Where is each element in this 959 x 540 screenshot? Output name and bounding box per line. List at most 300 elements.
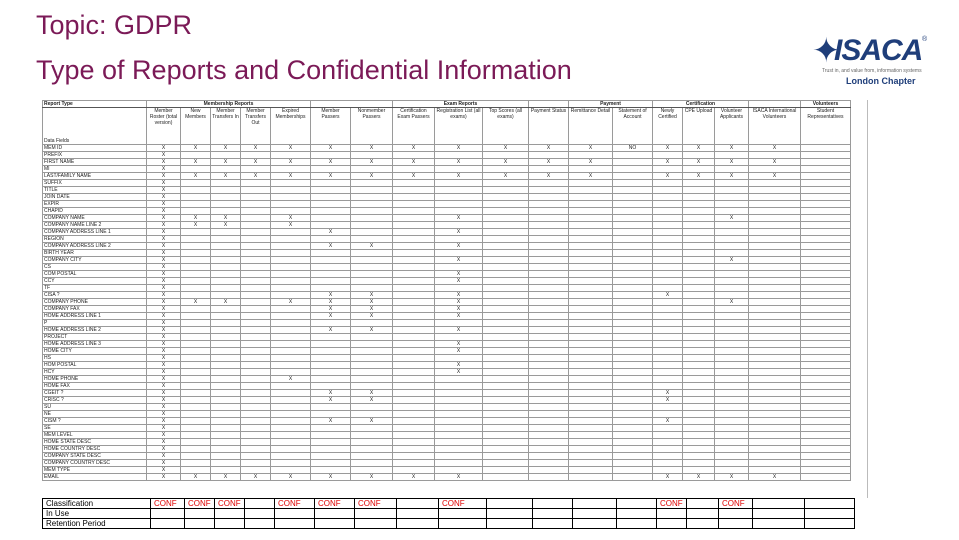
report-field-cell bbox=[271, 439, 311, 446]
report-field-cell bbox=[801, 145, 851, 152]
data-field-name: HOME ADDRESS LINE 3 bbox=[43, 341, 147, 348]
table-row bbox=[43, 376, 851, 383]
report-field-mark: X bbox=[435, 271, 483, 278]
report-field-cell bbox=[311, 355, 351, 362]
report-column-header: Member Roster (total version) bbox=[147, 108, 181, 145]
report-field-cell bbox=[569, 166, 613, 173]
report-field-cell bbox=[483, 320, 529, 327]
report-field-cell bbox=[393, 313, 435, 320]
footer-cell bbox=[719, 509, 753, 519]
report-field-cell bbox=[241, 215, 271, 222]
report-field-cell bbox=[483, 460, 529, 467]
report-field-mark: X bbox=[653, 390, 683, 397]
report-field-cell bbox=[181, 376, 211, 383]
report-field-mark: X bbox=[683, 145, 715, 152]
report-field-mark: X bbox=[147, 320, 181, 327]
data-field-name: CGEIT ? bbox=[43, 390, 147, 397]
report-field-cell bbox=[715, 229, 749, 236]
report-field-cell bbox=[181, 418, 211, 425]
report-field-cell bbox=[801, 208, 851, 215]
table-row bbox=[43, 474, 851, 481]
report-field-cell bbox=[801, 432, 851, 439]
data-field-name: HOME COUNTRY DESC bbox=[43, 446, 147, 453]
report-field-cell bbox=[613, 313, 653, 320]
report-field-cell bbox=[529, 362, 569, 369]
report-field-cell bbox=[311, 201, 351, 208]
report-field-cell bbox=[569, 271, 613, 278]
report-field-cell bbox=[393, 355, 435, 362]
report-field-mark: X bbox=[529, 145, 569, 152]
report-field-cell bbox=[351, 208, 393, 215]
report-field-cell bbox=[653, 383, 683, 390]
report-field-cell bbox=[653, 201, 683, 208]
report-field-cell bbox=[271, 313, 311, 320]
report-field-cell bbox=[211, 355, 241, 362]
report-field-cell bbox=[653, 285, 683, 292]
report-field-cell bbox=[749, 250, 801, 257]
footer-cell bbox=[275, 519, 315, 529]
report-field-cell bbox=[613, 306, 653, 313]
data-field-name: COMPANY COUNTRY DESC bbox=[43, 460, 147, 467]
data-field-name: FIRST NAME bbox=[43, 159, 147, 166]
footer-cell bbox=[315, 519, 355, 529]
data-field-name: COM POSTAL bbox=[43, 271, 147, 278]
report-field-cell bbox=[613, 467, 653, 474]
report-field-cell bbox=[653, 187, 683, 194]
report-field-cell bbox=[181, 362, 211, 369]
report-field-mark: X bbox=[211, 299, 241, 306]
report-field-cell bbox=[749, 397, 801, 404]
report-field-cell bbox=[393, 243, 435, 250]
report-field-cell bbox=[181, 327, 211, 334]
report-field-cell bbox=[311, 460, 351, 467]
report-field-mark: X bbox=[181, 299, 211, 306]
report-field-mark: X bbox=[435, 348, 483, 355]
report-field-cell bbox=[683, 292, 715, 299]
report-field-cell bbox=[311, 250, 351, 257]
report-field-mark: X bbox=[147, 313, 181, 320]
report-field-cell bbox=[715, 369, 749, 376]
report-field-cell bbox=[529, 313, 569, 320]
report-field-mark: X bbox=[271, 222, 311, 229]
report-field-cell bbox=[683, 334, 715, 341]
report-field-cell bbox=[271, 362, 311, 369]
data-field-name: SE bbox=[43, 425, 147, 432]
report-field-cell bbox=[483, 306, 529, 313]
report-field-cell bbox=[569, 208, 613, 215]
report-field-cell bbox=[211, 341, 241, 348]
report-field-cell bbox=[483, 222, 529, 229]
report-column-header: Top Scores (all exams) bbox=[483, 108, 529, 145]
report-field-cell bbox=[181, 187, 211, 194]
report-field-cell bbox=[613, 257, 653, 264]
report-field-cell bbox=[569, 313, 613, 320]
report-field-cell bbox=[211, 201, 241, 208]
report-field-cell bbox=[683, 348, 715, 355]
confidential-marker: CONF bbox=[275, 499, 315, 509]
report-field-cell bbox=[211, 348, 241, 355]
footer-cell bbox=[355, 509, 397, 519]
report-field-mark: X bbox=[435, 173, 483, 180]
data-field-name: PROJECT bbox=[43, 334, 147, 341]
report-field-mark: X bbox=[435, 299, 483, 306]
data-field-name: BIRTH YEAR bbox=[43, 250, 147, 257]
report-field-mark: X bbox=[435, 215, 483, 222]
report-field-cell bbox=[715, 390, 749, 397]
report-field-cell bbox=[351, 404, 393, 411]
data-field-name: NE bbox=[43, 411, 147, 418]
report-field-cell bbox=[351, 362, 393, 369]
report-field-cell bbox=[653, 334, 683, 341]
report-field-cell bbox=[181, 411, 211, 418]
footer-cell bbox=[275, 509, 315, 519]
report-field-cell bbox=[801, 194, 851, 201]
report-field-cell bbox=[613, 229, 653, 236]
report-field-cell bbox=[483, 327, 529, 334]
report-group-header: Membership Reports bbox=[147, 101, 311, 108]
report-field-mark: X bbox=[147, 243, 181, 250]
report-field-cell bbox=[271, 341, 311, 348]
report-field-cell bbox=[181, 201, 211, 208]
report-field-cell bbox=[211, 439, 241, 446]
report-field-cell bbox=[801, 180, 851, 187]
slide-title-subtitle: Type of Reports and Confidential Information bbox=[36, 55, 572, 85]
report-field-cell bbox=[715, 327, 749, 334]
report-field-cell bbox=[211, 460, 241, 467]
report-field-cell bbox=[715, 362, 749, 369]
report-column-header: Nonmember Passers bbox=[351, 108, 393, 145]
report-field-mark: X bbox=[435, 306, 483, 313]
table-row bbox=[43, 166, 851, 173]
footer-cell bbox=[151, 509, 185, 519]
report-field-cell bbox=[351, 341, 393, 348]
report-field-cell bbox=[653, 243, 683, 250]
report-field-cell bbox=[271, 208, 311, 215]
report-field-cell bbox=[653, 306, 683, 313]
report-field-mark: X bbox=[241, 159, 271, 166]
report-field-cell bbox=[715, 460, 749, 467]
report-field-cell bbox=[683, 264, 715, 271]
report-field-cell bbox=[613, 320, 653, 327]
report-field-cell bbox=[715, 404, 749, 411]
report-field-mark: X bbox=[653, 418, 683, 425]
report-field-cell bbox=[653, 327, 683, 334]
table-row bbox=[43, 306, 851, 313]
report-field-mark: X bbox=[311, 474, 351, 481]
table-row bbox=[43, 467, 851, 474]
report-field-cell bbox=[529, 292, 569, 299]
report-field-cell bbox=[435, 166, 483, 173]
report-field-cell bbox=[801, 299, 851, 306]
report-field-cell bbox=[683, 467, 715, 474]
report-field-cell bbox=[801, 152, 851, 159]
report-field-cell bbox=[393, 362, 435, 369]
report-field-cell bbox=[683, 320, 715, 327]
footer-cell bbox=[573, 519, 617, 529]
report-field-cell bbox=[311, 166, 351, 173]
report-field-cell bbox=[271, 166, 311, 173]
report-field-cell bbox=[211, 278, 241, 285]
report-field-cell bbox=[653, 355, 683, 362]
confidential-marker: CONF bbox=[215, 499, 245, 509]
report-field-mark: X bbox=[683, 173, 715, 180]
footer-row bbox=[43, 499, 855, 509]
report-field-cell bbox=[483, 208, 529, 215]
report-field-mark: X bbox=[241, 173, 271, 180]
report-field-cell bbox=[211, 306, 241, 313]
report-field-cell bbox=[211, 327, 241, 334]
report-field-mark: X bbox=[147, 453, 181, 460]
report-field-cell bbox=[483, 264, 529, 271]
report-field-cell bbox=[271, 236, 311, 243]
report-field-cell bbox=[241, 390, 271, 397]
report-field-cell bbox=[271, 243, 311, 250]
report-field-cell bbox=[211, 418, 241, 425]
data-field-name: MI bbox=[43, 166, 147, 173]
data-field-name: TITLE bbox=[43, 187, 147, 194]
data-field-name: CRISC ? bbox=[43, 397, 147, 404]
report-field-cell bbox=[393, 264, 435, 271]
report-field-cell bbox=[393, 222, 435, 229]
table-row bbox=[43, 390, 851, 397]
report-field-cell bbox=[569, 411, 613, 418]
classification-footer-table bbox=[42, 498, 855, 529]
report-field-cell bbox=[529, 383, 569, 390]
report-field-cell bbox=[653, 425, 683, 432]
report-field-cell bbox=[749, 467, 801, 474]
report-field-cell bbox=[393, 278, 435, 285]
report-field-cell bbox=[393, 446, 435, 453]
report-field-cell bbox=[749, 439, 801, 446]
report-field-mark: X bbox=[351, 159, 393, 166]
report-field-mark: X bbox=[147, 187, 181, 194]
report-field-mark: X bbox=[311, 159, 351, 166]
report-field-cell bbox=[271, 404, 311, 411]
report-field-cell bbox=[569, 341, 613, 348]
report-field-cell bbox=[613, 215, 653, 222]
report-field-cell bbox=[435, 187, 483, 194]
report-field-cell bbox=[801, 460, 851, 467]
report-field-cell bbox=[715, 152, 749, 159]
report-field-cell bbox=[181, 446, 211, 453]
report-field-cell bbox=[569, 327, 613, 334]
report-field-cell bbox=[801, 222, 851, 229]
report-field-cell bbox=[801, 306, 851, 313]
footer-cell bbox=[151, 519, 185, 529]
report-field-cell bbox=[351, 187, 393, 194]
report-field-cell bbox=[483, 362, 529, 369]
table-row bbox=[43, 243, 851, 250]
report-field-cell bbox=[653, 264, 683, 271]
footer-row-label: Retention Period bbox=[43, 519, 151, 529]
report-field-cell bbox=[569, 474, 613, 481]
footer-cell bbox=[617, 509, 657, 519]
report-field-cell bbox=[311, 376, 351, 383]
report-field-cell bbox=[241, 292, 271, 299]
report-field-cell bbox=[715, 208, 749, 215]
sheet-edge-divider bbox=[867, 100, 868, 498]
report-field-cell bbox=[241, 278, 271, 285]
report-field-cell bbox=[181, 250, 211, 257]
report-field-cell bbox=[613, 341, 653, 348]
report-field-cell bbox=[311, 369, 351, 376]
footer-cell bbox=[753, 519, 805, 529]
report-field-cell bbox=[749, 299, 801, 306]
report-field-cell bbox=[613, 173, 653, 180]
report-field-cell bbox=[435, 446, 483, 453]
report-field-cell bbox=[393, 285, 435, 292]
report-field-cell bbox=[801, 355, 851, 362]
report-field-cell bbox=[483, 278, 529, 285]
report-field-cell bbox=[271, 467, 311, 474]
report-field-cell bbox=[653, 257, 683, 264]
report-field-cell bbox=[211, 285, 241, 292]
report-field-cell bbox=[613, 474, 653, 481]
report-field-cell bbox=[569, 201, 613, 208]
report-field-cell bbox=[569, 404, 613, 411]
report-field-cell bbox=[393, 201, 435, 208]
report-field-cell bbox=[271, 327, 311, 334]
report-field-cell bbox=[483, 194, 529, 201]
report-field-cell bbox=[613, 187, 653, 194]
footer-cell bbox=[617, 519, 657, 529]
report-field-mark: X bbox=[147, 334, 181, 341]
report-field-cell bbox=[569, 257, 613, 264]
report-field-cell bbox=[683, 194, 715, 201]
footer-row bbox=[43, 519, 855, 529]
report-field-cell bbox=[271, 180, 311, 187]
report-field-cell bbox=[271, 320, 311, 327]
logo-chapter-name: London Chapter bbox=[846, 76, 916, 86]
report-field-cell bbox=[435, 439, 483, 446]
report-field-mark: X bbox=[211, 145, 241, 152]
report-column-header: Student Representatives bbox=[801, 108, 851, 145]
report-field-cell bbox=[435, 222, 483, 229]
report-field-cell bbox=[241, 285, 271, 292]
footer-cell bbox=[753, 509, 805, 519]
report-field-mark: X bbox=[147, 299, 181, 306]
report-field-mark: X bbox=[147, 467, 181, 474]
report-field-cell bbox=[181, 285, 211, 292]
report-field-cell bbox=[529, 187, 569, 194]
table-row bbox=[43, 460, 851, 467]
report-field-cell bbox=[181, 460, 211, 467]
table-row bbox=[43, 264, 851, 271]
report-field-cell bbox=[241, 208, 271, 215]
report-field-cell bbox=[801, 404, 851, 411]
report-field-cell bbox=[749, 264, 801, 271]
footer-cell bbox=[215, 509, 245, 519]
report-field-cell bbox=[241, 446, 271, 453]
report-field-cell bbox=[653, 411, 683, 418]
report-field-cell bbox=[749, 271, 801, 278]
report-field-cell bbox=[311, 285, 351, 292]
report-field-cell bbox=[569, 334, 613, 341]
report-field-mark: X bbox=[147, 215, 181, 222]
report-field-cell bbox=[393, 292, 435, 299]
report-field-cell bbox=[181, 348, 211, 355]
report-field-mark: X bbox=[483, 159, 529, 166]
report-field-cell bbox=[181, 369, 211, 376]
report-field-mark: X bbox=[483, 145, 529, 152]
report-field-cell bbox=[529, 425, 569, 432]
report-field-cell bbox=[683, 404, 715, 411]
report-field-mark: X bbox=[435, 243, 483, 250]
report-field-cell bbox=[613, 411, 653, 418]
report-field-cell bbox=[529, 243, 569, 250]
report-field-cell bbox=[435, 264, 483, 271]
report-field-cell bbox=[529, 257, 569, 264]
report-field-cell bbox=[241, 257, 271, 264]
report-field-cell bbox=[211, 264, 241, 271]
report-field-mark: X bbox=[147, 369, 181, 376]
report-field-cell bbox=[211, 166, 241, 173]
report-field-cell bbox=[435, 180, 483, 187]
report-field-cell bbox=[613, 390, 653, 397]
footer-cell bbox=[439, 519, 487, 529]
report-field-cell bbox=[529, 201, 569, 208]
report-field-cell bbox=[181, 257, 211, 264]
report-field-cell bbox=[351, 355, 393, 362]
report-field-cell bbox=[241, 166, 271, 173]
report-field-cell bbox=[683, 152, 715, 159]
report-field-cell bbox=[715, 432, 749, 439]
report-field-cell bbox=[211, 257, 241, 264]
report-field-cell bbox=[241, 313, 271, 320]
report-field-cell bbox=[715, 180, 749, 187]
slide-title-topic: Topic: GDPR bbox=[36, 10, 193, 40]
report-field-mark: X bbox=[147, 439, 181, 446]
report-field-cell bbox=[483, 152, 529, 159]
report-field-cell bbox=[211, 292, 241, 299]
report-field-cell bbox=[311, 362, 351, 369]
report-field-cell bbox=[435, 285, 483, 292]
report-field-cell bbox=[351, 432, 393, 439]
footer-cell bbox=[487, 499, 533, 509]
data-field-name: HOME CITY bbox=[43, 348, 147, 355]
report-field-cell bbox=[211, 404, 241, 411]
report-field-cell bbox=[613, 404, 653, 411]
report-field-cell bbox=[569, 425, 613, 432]
report-field-mark: X bbox=[147, 208, 181, 215]
report-field-cell bbox=[653, 229, 683, 236]
report-field-cell bbox=[211, 390, 241, 397]
report-field-mark: X bbox=[181, 215, 211, 222]
table-row bbox=[43, 341, 851, 348]
report-field-cell bbox=[715, 376, 749, 383]
report-field-cell bbox=[351, 439, 393, 446]
table-row bbox=[43, 313, 851, 320]
report-field-cell bbox=[749, 152, 801, 159]
report-field-cell bbox=[749, 306, 801, 313]
report-field-cell bbox=[393, 250, 435, 257]
data-field-name: REGION bbox=[43, 236, 147, 243]
report-field-cell bbox=[435, 376, 483, 383]
report-field-mark: X bbox=[241, 145, 271, 152]
table-row bbox=[43, 292, 851, 299]
report-field-cell bbox=[715, 467, 749, 474]
report-field-mark: X bbox=[147, 180, 181, 187]
report-field-cell bbox=[801, 411, 851, 418]
report-field-cell bbox=[801, 215, 851, 222]
report-field-cell bbox=[393, 215, 435, 222]
footer-cell bbox=[355, 519, 397, 529]
report-field-cell bbox=[351, 334, 393, 341]
report-field-mark: X bbox=[351, 292, 393, 299]
report-field-cell bbox=[613, 446, 653, 453]
report-field-mark: X bbox=[181, 173, 211, 180]
report-field-cell bbox=[351, 180, 393, 187]
